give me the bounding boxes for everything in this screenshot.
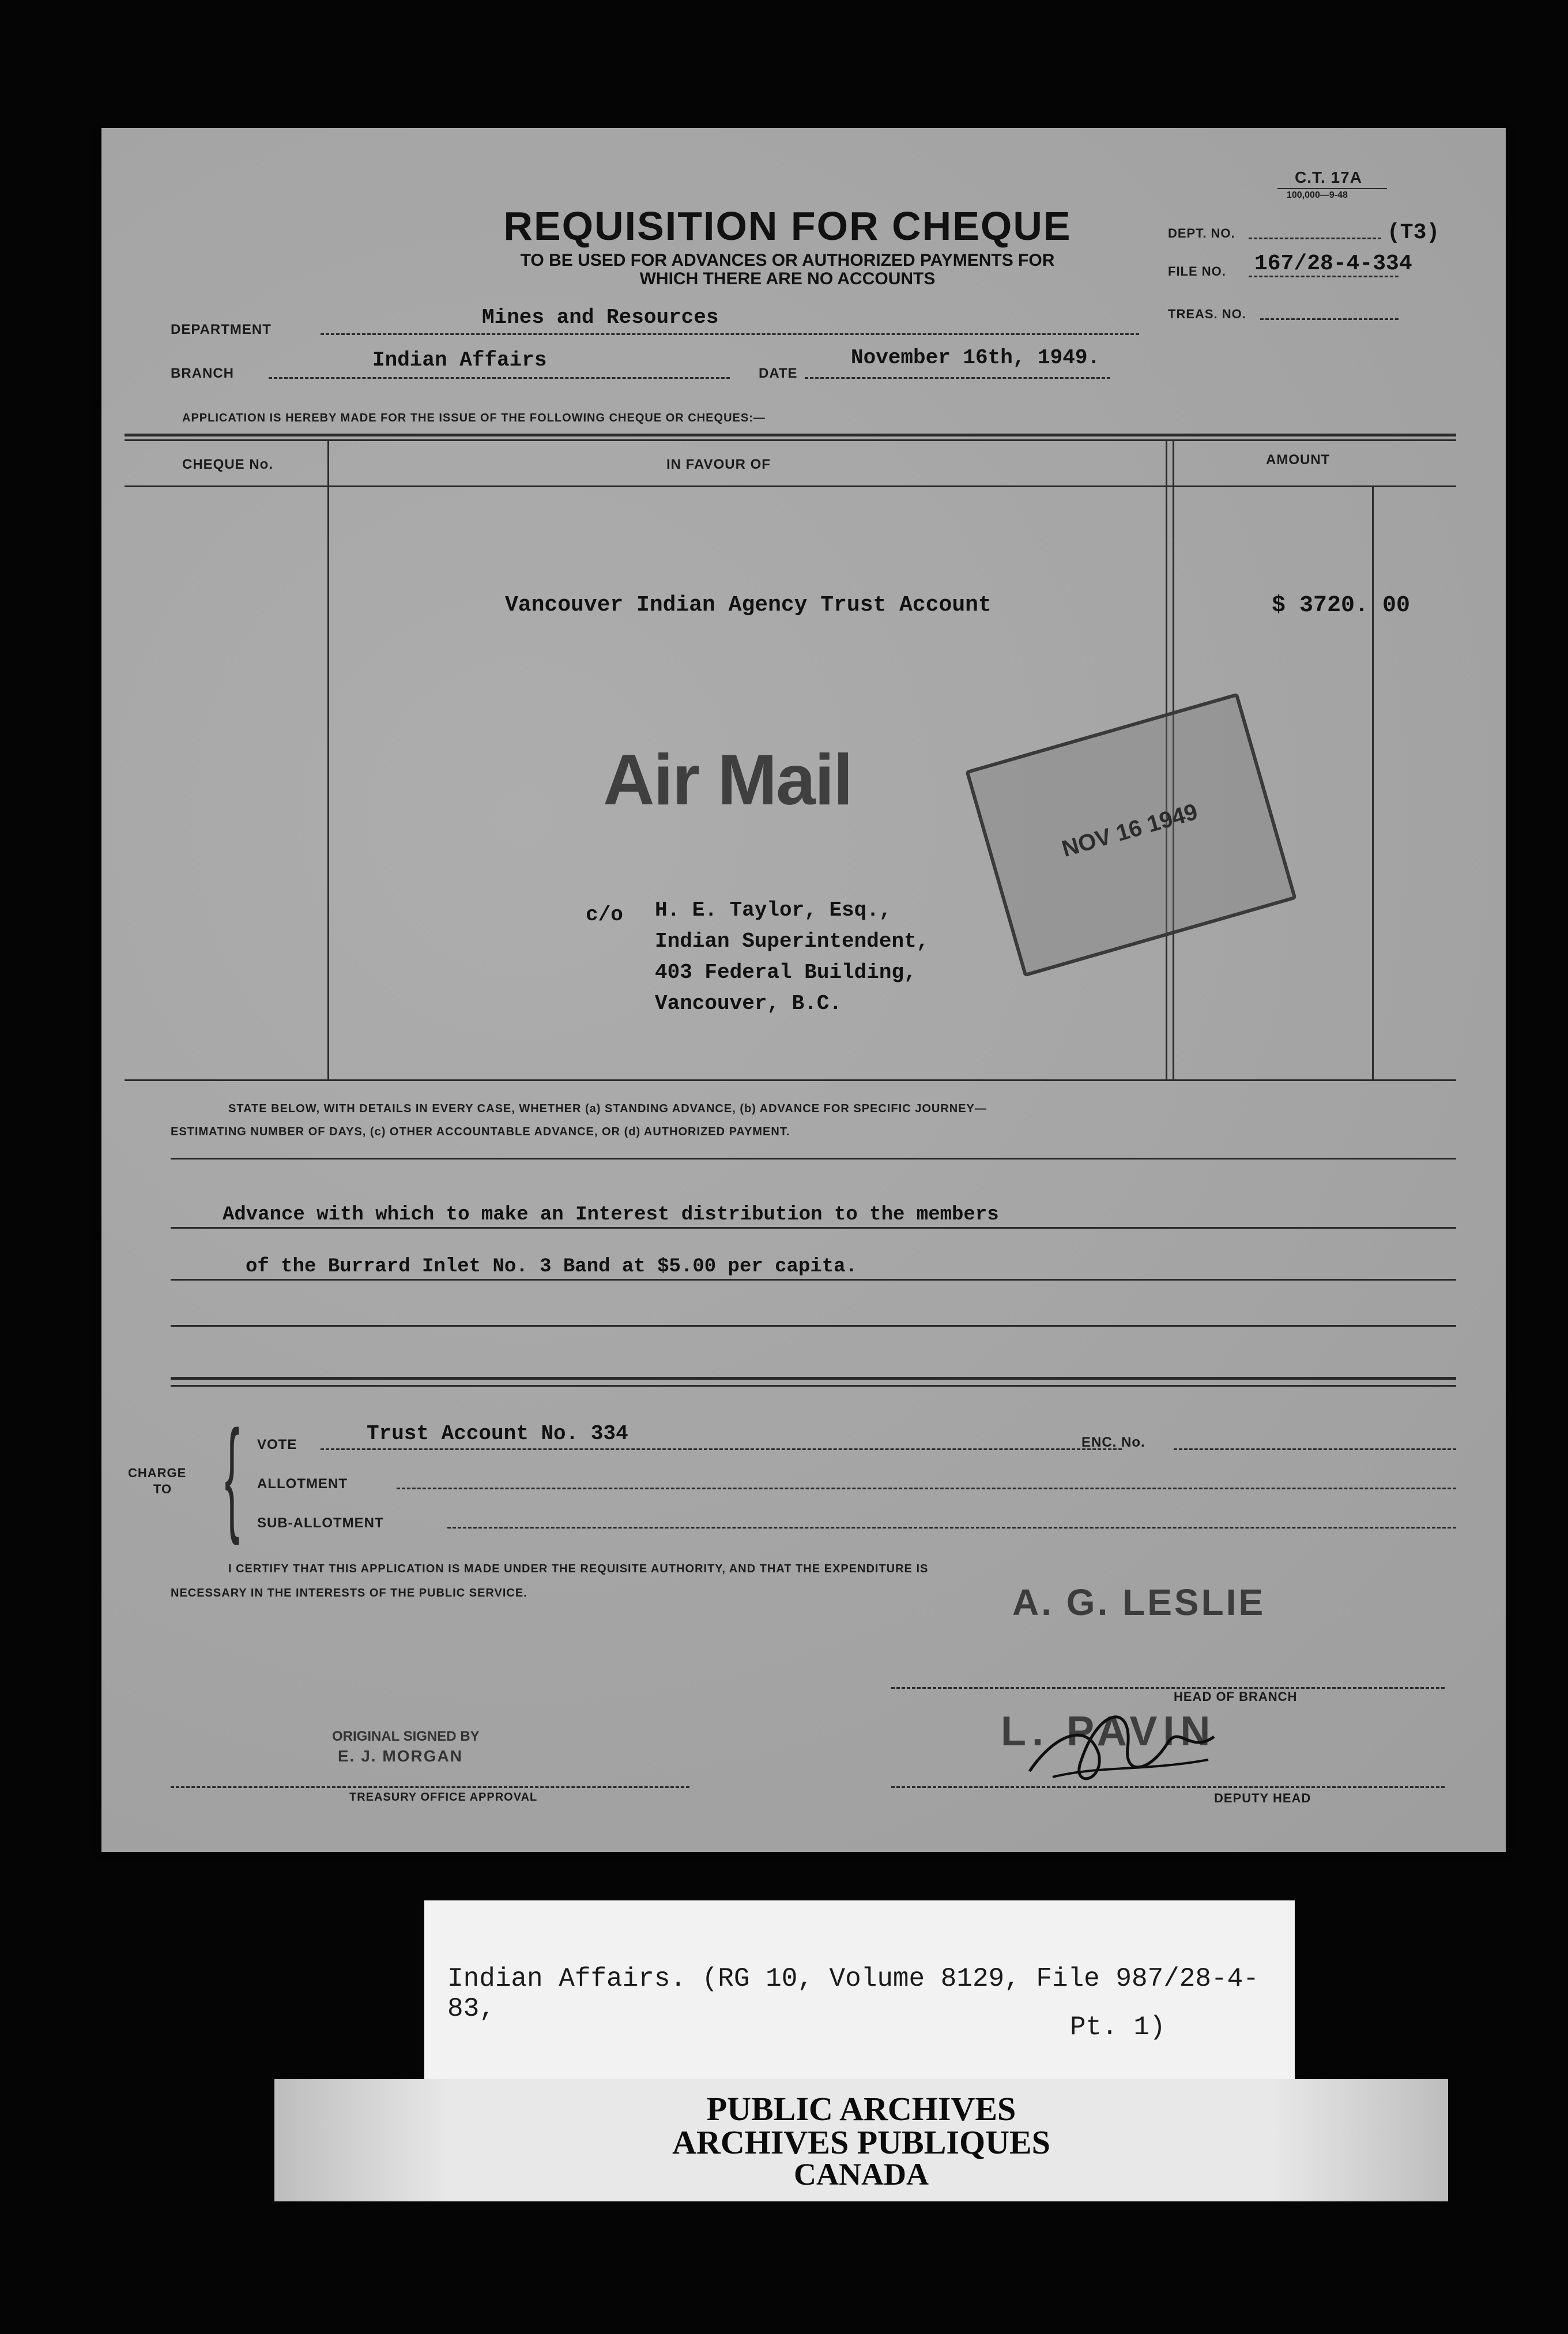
detail-line-2: of the Burrard Inlet No. 3 Band at $5.00 per capita. — [246, 1256, 857, 1278]
payee: Vancouver Indian Agency Trust Account — [505, 593, 992, 618]
dept-no-value: (T3) — [1387, 220, 1440, 245]
charge-label: CHARGE — [128, 1466, 187, 1480]
original-signed-by: ORIGINAL SIGNED BY — [332, 1729, 480, 1744]
certify-line-1: I CERTIFY THAT THIS APPLICATION IS MADE UNDER THE REQUISITE AUTHORITY, AND THAT THE EXPENDITURE IS — [228, 1563, 929, 1575]
charge-brace: { — [224, 1404, 240, 1546]
archive-caption-card — [424, 1900, 1295, 2091]
dept-no-label: DEPT. NO. — [1168, 226, 1235, 240]
vote-label: VOTE — [257, 1437, 297, 1452]
instruction-line-2: ESTIMATING NUMBER OF DAYS, (c) OTHER ACCOUNTABLE ADVANCE, OR (d) AUTHORIZED PAYMENT. — [171, 1125, 790, 1138]
print-code: 100,000—9-48 — [1287, 190, 1348, 200]
form-subtitle-2: WHICH THERE ARE NO ACCOUNTS — [639, 269, 936, 288]
handwritten-signature — [1018, 1685, 1237, 1800]
deputy-name-stamp: L. PAVIN — [1001, 1708, 1216, 1755]
file-no-value: 167/28-4-334 — [1254, 251, 1412, 276]
col-in-favour-of: IN FAVOUR OF — [666, 457, 771, 472]
department-label: DEPARTMENT — [171, 322, 272, 337]
amount: $ 3720. 00 — [1272, 593, 1411, 619]
head-of-branch-label: HEAD OF BRANCH — [1174, 1689, 1298, 1704]
certify-line-2: NECESSARY IN THE INTERESTS OF THE PUBLIC SERVICE. — [171, 1587, 527, 1599]
date-value: November 16th, 1949. — [851, 346, 1100, 370]
sub-allotment-label: SUB-ALLOTMENT — [257, 1515, 384, 1531]
file-no-label: FILE NO. — [1168, 264, 1226, 278]
stamp-date: NOV 16 1949 — [1059, 799, 1201, 862]
caption-line-2: Pt. 1) — [1070, 2012, 1166, 2042]
vote-value: Trust Account No. 334 — [367, 1422, 628, 1445]
archive-line-2: ARCHIVES PUBLIQUES — [672, 2124, 1050, 2161]
detail-line-1: Advance with which to make an Interest distribution to the members — [223, 1204, 999, 1226]
instruction-line-1: STATE BELOW, WITH DETAILS IN EVERY CASE, WHETHER (a) STANDING ADVANCE, (b) ADVANCE FOR SPECIFIC JOURNEY— — [228, 1102, 987, 1115]
requisition-form — [101, 128, 1506, 1852]
name-stamp-leslie: A. G. LESLIE — [1012, 1582, 1266, 1623]
treasury-approval-label: TREASURY OFFICE APPROVAL — [349, 1791, 538, 1804]
form-code: C.T. 17A — [1295, 168, 1362, 186]
deputy-head-label: DEPUTY HEAD — [1214, 1791, 1311, 1805]
col-amount: AMOUNT — [1266, 452, 1330, 468]
archive-line-1: PUBLIC ARCHIVES — [706, 2090, 1016, 2128]
received-stamp — [965, 692, 1296, 977]
form-title: REQUISITION FOR CHEQUE — [503, 204, 1072, 249]
caption-line-1: Indian Affairs. (RG 10, Volume 8129, File 987/28-4-83, — [447, 1964, 1259, 2024]
col-cheque-no: CHEQUE No. — [182, 457, 274, 472]
department-value: Mines and Resources — [482, 306, 719, 329]
charge-to-label: TO — [153, 1482, 172, 1496]
address-line-3: 403 Federal Building, — [655, 961, 917, 984]
form-subtitle-1: TO BE USED FOR ADVANCES OR AUTHORIZED PAYMENTS FOR — [520, 251, 1055, 270]
address-line-4: Vancouver, B.C. — [655, 992, 842, 1015]
date-label: DATE — [759, 366, 798, 381]
treas-no-label: TREAS. NO. — [1168, 307, 1246, 321]
air-mail-stamp: Air Mail — [603, 740, 852, 820]
signer-name: E. J. MORGAN — [338, 1747, 463, 1765]
archive-line-3: CANADA — [794, 2157, 929, 2192]
branch-value: Indian Affairs — [372, 348, 547, 372]
address-line-2: Indian Superintendent, — [655, 929, 929, 953]
branch-label: BRANCH — [171, 366, 234, 381]
enc-no-label: ENC. No. — [1081, 1435, 1145, 1450]
application-text: APPLICATION IS HEREBY MADE FOR THE ISSUE OF THE FOLLOWING CHEQUE OR CHEQUES:— — [182, 412, 766, 424]
allotment-label: ALLOTMENT — [257, 1476, 348, 1492]
care-of: c/o — [586, 903, 623, 927]
public-archives-label — [274, 2079, 1448, 2201]
address-line-1: H. E. Taylor, Esq., — [655, 898, 892, 922]
